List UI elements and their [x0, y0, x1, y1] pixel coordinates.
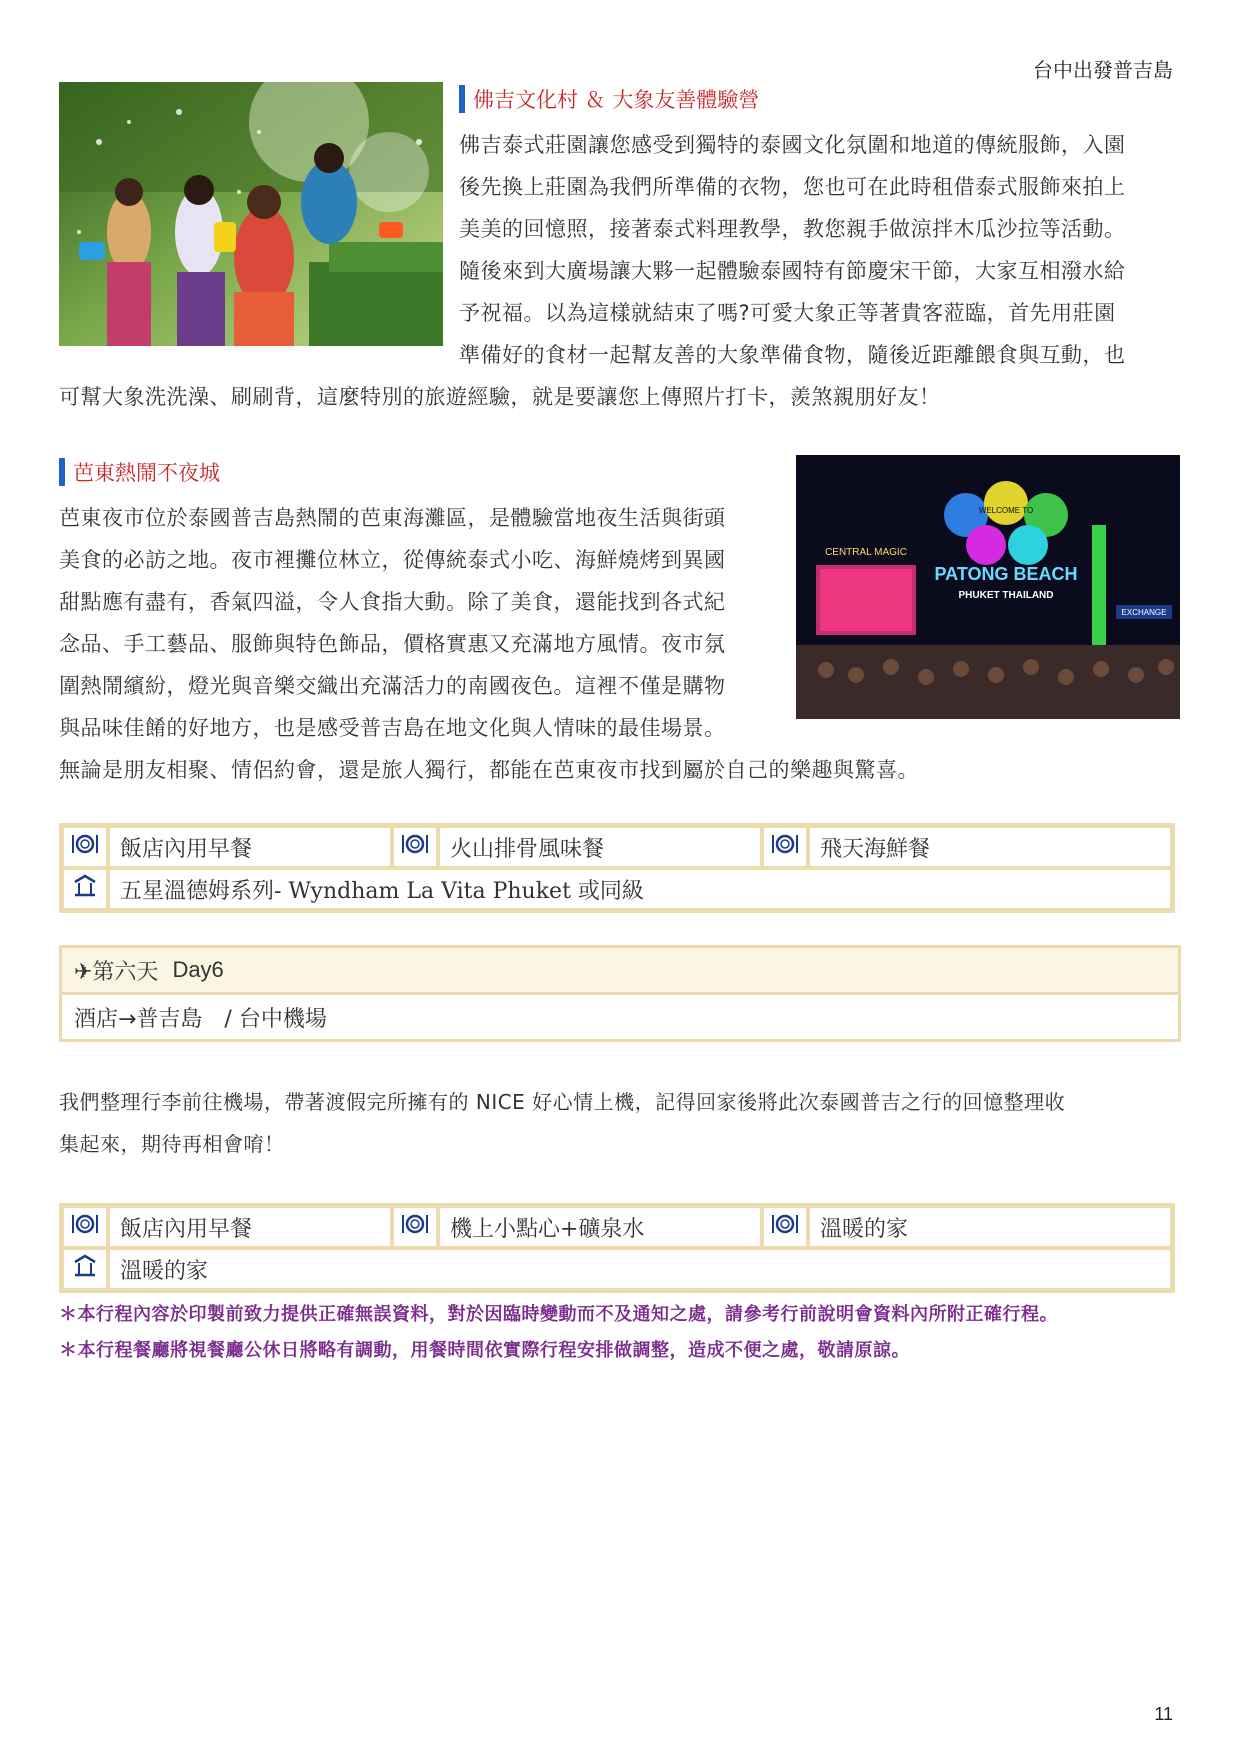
plate-icon — [70, 1212, 100, 1236]
paragraph-line: 芭東夜市位於泰國普吉島熱鬧的芭東海灘區，是體驗當地夜生活與街頭 — [59, 506, 726, 530]
title-bar — [459, 85, 465, 113]
paragraph-line: 後先換上莊園為我們所準備的衣物，您也可在此時租借泰式服飾來拍上 — [459, 175, 1126, 199]
plate-icon — [770, 1212, 800, 1236]
day6-day: Day6 — [172, 957, 224, 982]
paragraph-line: 美食的必訪之地。夜市裡攤位林立，從傳統泰式小吃、海鮮燒烤到異國 — [59, 548, 726, 572]
hotel-cell: 五星溫德姆系列- Wyndham La Vita Phuket 或同級 — [108, 868, 1172, 910]
day6-description — [59, 1081, 1199, 1165]
patong-beach-sign: PATONG BEACH — [934, 564, 1078, 584]
breakfast-icon-cell — [62, 826, 108, 868]
plate-icon — [70, 832, 100, 856]
paragraph-line: 予祝福。以為這樣就結束了嗎?可愛大象正等著貴客蒞臨，首先用莊園 — [459, 301, 1116, 325]
lunch-icon-cell — [392, 826, 438, 868]
paragraph-line: 我們整理行李前往機場，帶著渡假完所擁有的 NICE 好心情上機，記得回家後將此次泰國普吉之行的回憶整理收 — [59, 1090, 1066, 1114]
title-bar — [59, 458, 65, 486]
paragraph-line: 佛吉泰式莊園讓您感受到獨特的泰國文化氛圍和地道的傳統服飾，入園 — [459, 133, 1126, 157]
lunch-cell: 火山排骨風味餐 — [438, 826, 762, 868]
plate-icon — [770, 832, 800, 856]
paragraph-line: 圍熱鬧繽紛，燈光與音樂交織出充滿活力的南國夜色。這裡不僅是購物 — [59, 674, 726, 698]
patong-night-photo — [796, 455, 1180, 719]
plate-icon — [400, 832, 430, 856]
paragraph-line: 集起來，期待再相會唷！ — [59, 1132, 285, 1156]
hotel-cell: 溫暖的家 — [108, 1248, 1172, 1290]
day6-box — [59, 945, 1181, 1042]
dinner-cell: 飛天海鮮餐 — [808, 826, 1172, 868]
page-number: 11 — [1154, 1704, 1173, 1724]
paragraph-line: 準備好的食材一起幫友善的大象準備食物，隨後近距離餵食與互動，也 — [459, 343, 1126, 367]
culture-village-description-last: 可幫大象洗洗澡、刷刷背，這麼特別的旅遊經驗，就是要讓您上傳照片打卡，羨煞親朋好友！ — [59, 385, 941, 409]
breakfast-cell: 飯店內用早餐 — [108, 1206, 392, 1248]
hotel-icon-cell — [62, 868, 108, 910]
paragraph-line: 念品、手工藝品、服飾與特色飾品，價格實惠又充滿地方風情。夜市氛 — [59, 632, 726, 656]
hotel-icon-cell — [62, 1248, 108, 1290]
dinner-cell: 溫暖的家 — [808, 1206, 1172, 1248]
lunch-icon-cell — [392, 1206, 438, 1248]
night-market-description-last: 無論是朋友相聚、情侶約會，還是旅人獨行，都能在芭東夜市找到屬於自己的樂趣與驚喜。 — [59, 758, 919, 782]
day6-label: ✈第六天 — [74, 959, 159, 985]
dinner-icon-cell — [762, 1206, 808, 1248]
exchange-sign: EXCHANGE — [1121, 608, 1167, 617]
paragraph-line: 隨後來到大廣場讓大夥一起體驗泰國特有節慶宋干節，大家互相潑水給 — [459, 259, 1126, 283]
songkran-photo — [59, 82, 443, 346]
hotel-icon — [72, 1253, 98, 1279]
hotel-icon — [72, 873, 98, 899]
culture-village-description — [459, 124, 1179, 376]
breakfast-cell: 飯店內用早餐 — [108, 826, 392, 868]
phuket-thailand-sign: PHUKET THAILAND — [958, 590, 1054, 601]
paragraph-line: 甜點應有盡有，香氣四溢，令人食指大動。除了美食，還能找到各式紀 — [59, 590, 726, 614]
section-title-text: 芭東熱鬧不夜城 — [73, 461, 220, 485]
section-title-night-market — [59, 457, 220, 487]
day6-header — [62, 948, 1178, 995]
night-market-description — [59, 497, 779, 749]
day6-route: 酒店→普吉島 / 台中機場 — [62, 995, 1178, 1039]
plate-icon — [400, 1212, 430, 1236]
dinner-icon-cell — [762, 826, 808, 868]
meals-table-day6 — [59, 1203, 1175, 1293]
welcome-sign: WELCOME TO — [978, 506, 1034, 515]
disclaimer-note-2: ＊本行程餐廳將視餐廳公休日將略有調動，用餐時間依實際行程安排做調整，造成不便之處，敬請原諒。 — [59, 1340, 910, 1361]
route-header: 台中出發普吉島 — [1033, 58, 1173, 82]
paragraph-line: 與品味佳餚的好地方，也是感受普吉島在地文化與人情味的最佳場景。 — [59, 716, 726, 740]
section-title-culture-village — [459, 84, 759, 114]
meals-table-day5 — [59, 823, 1175, 913]
disclaimer-note-1: ＊本行程內容於印製前致力提供正確無誤資料，對於因臨時變動而不及通知之處，請參考行前說明會資料內所附正確行程。 — [59, 1304, 1058, 1325]
section-title-text: 佛吉文化村 ＆ 大象友善體驗營 — [473, 88, 760, 112]
paragraph-line: 美美的回憶照，接著泰式料理教學，教您親手做涼拌木瓜沙拉等活動。 — [459, 217, 1126, 241]
breakfast-icon-cell — [62, 1206, 108, 1248]
lunch-cell: 機上小點心+礦泉水 — [438, 1206, 762, 1248]
central-magic-sign: CENTRAL MAGIC — [825, 547, 907, 558]
